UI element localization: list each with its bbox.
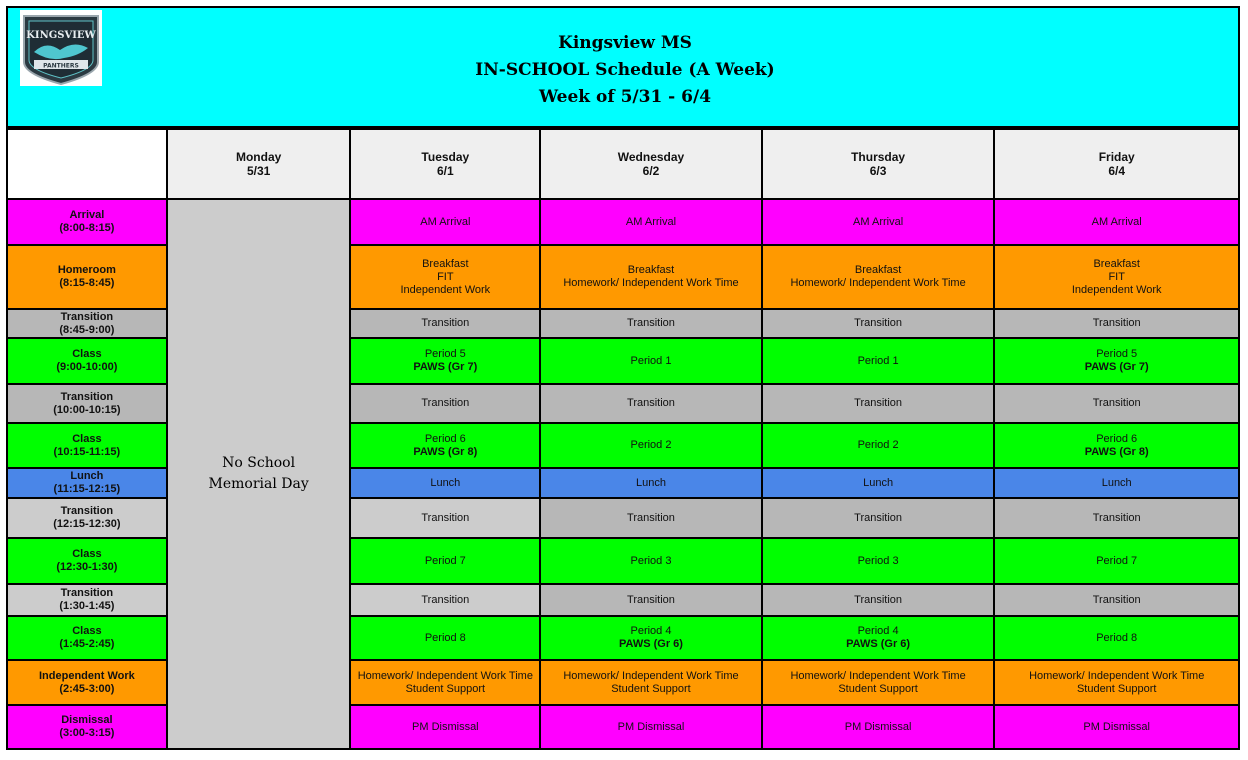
schedule-cell: [994, 468, 1239, 498]
schedule-cell: [762, 338, 995, 384]
period-label-cell: [7, 498, 167, 538]
schedule-cell: [540, 498, 762, 538]
schedule-cell: [994, 705, 1239, 749]
schedule-cell: [540, 309, 762, 338]
cell-text: Period 5: [424, 348, 466, 360]
cell-text: Transition: [421, 397, 470, 409]
day-name: Monday: [235, 150, 282, 164]
period-label-cell: [7, 616, 167, 660]
cell-text: PM Dismissal: [1083, 720, 1150, 733]
schedule-cell: [762, 584, 995, 616]
cell-text: Homework/ Independent Work Time: [563, 277, 739, 289]
cell-text: Transition: [421, 317, 470, 329]
cell-text: Transition: [627, 317, 675, 329]
cell-text: PM Dismissal: [844, 720, 912, 733]
period-time: (11:15-12:15): [53, 483, 121, 495]
cell-text: Student Support: [611, 682, 691, 695]
period-name: Transition: [60, 310, 114, 323]
period-label-cell: [7, 423, 167, 468]
cell-text: Period 6: [1096, 432, 1138, 445]
period-time: (8:15-8:45): [59, 277, 115, 289]
cell-text: Homework/ Independent Work Time: [563, 669, 739, 682]
period-name: Class: [72, 548, 102, 560]
cell-text: Student Support: [1076, 682, 1157, 695]
day-header-row: [7, 129, 1239, 199]
schedule-cell: [994, 538, 1239, 584]
cell-text: Period 8: [1096, 631, 1138, 644]
logo-subtext: PANTHERS: [43, 62, 79, 70]
period-label-cell: [7, 468, 167, 498]
cell-text: Transition: [421, 511, 470, 524]
period-name: Class: [72, 625, 102, 637]
schedule-cell: [540, 538, 762, 584]
cell-text: Transition: [1092, 511, 1141, 524]
day-date: 6/4: [1108, 164, 1126, 178]
schedule-cell: [540, 584, 762, 616]
cell-text: Student Support: [838, 682, 918, 695]
period-name: Class: [72, 432, 102, 445]
period-time: (1:45-2:45): [59, 638, 115, 650]
day-date: 6/3: [869, 164, 887, 178]
cell-text: Period 2: [857, 439, 899, 451]
cell-bold-text: PAWS (Gr 8): [1084, 445, 1149, 458]
schedule-cell: [350, 384, 540, 423]
schedule-row: [7, 199, 1239, 245]
cell-text: Period 3: [630, 554, 672, 567]
period-name: Homeroom: [57, 264, 116, 276]
cell-text: Lunch: [1101, 476, 1132, 489]
cell-text: Homework/ Independent Work Time: [790, 277, 966, 289]
cell-text: Transition: [627, 511, 675, 524]
schedule-cell: [350, 584, 540, 616]
schedule-cell: [350, 423, 540, 468]
cell-text: Transition: [421, 593, 470, 606]
period-time: (12:30-1:30): [56, 561, 118, 573]
cell-text: Independent Work: [400, 283, 491, 296]
cell-text: Homework/ Independent Work Time: [1029, 669, 1205, 682]
period-time: (8:00-8:15): [59, 222, 115, 234]
cell-text: Transition: [1092, 397, 1141, 409]
cell-text: Period 3: [857, 554, 899, 567]
schedule-cell: [540, 384, 762, 423]
schedule-cell: [540, 705, 762, 749]
schedule-cell: [350, 245, 540, 309]
period-name: Transition: [60, 390, 114, 403]
cell-bold-text: PAWS (Gr 7): [413, 361, 478, 373]
schedule-cell: [540, 616, 762, 660]
cell-text: AM Arrival: [1091, 215, 1142, 228]
cell-bold-text: PAWS (Gr 6): [846, 638, 911, 650]
cell-text: Breakfast: [1093, 257, 1140, 270]
period-time: (8:45-9:00): [59, 323, 115, 336]
schedule-cell: [994, 245, 1239, 309]
schedule-cell: [350, 498, 540, 538]
period-name: Lunch: [70, 470, 104, 482]
cell-text: Independent Work: [1071, 283, 1162, 296]
cell-text: Lunch: [635, 476, 666, 489]
period-time: (10:15-11:15): [53, 445, 121, 458]
cell-text: Homework/ Independent Work Time: [790, 669, 966, 682]
day-date: 6/2: [642, 164, 660, 178]
day-date: 5/31: [246, 164, 271, 178]
cell-text: Period 5: [1096, 348, 1138, 360]
schedule-cell: [540, 245, 762, 309]
schedule-cell: [994, 584, 1239, 616]
schedule-cell: [540, 468, 762, 498]
schedule-cell: [762, 245, 995, 309]
week-range: Week of 5/31 - 6/4: [538, 87, 712, 107]
period-label-cell: [7, 584, 167, 616]
cell-text: Breakfast: [422, 257, 469, 270]
schedule-cell: [350, 309, 540, 338]
day-header-friday: [994, 129, 1239, 199]
schedule-cell: [762, 705, 995, 749]
cell-bold-text: PAWS (Gr 7): [1084, 361, 1149, 373]
cell-text: Period 1: [857, 354, 899, 367]
schedule-cell: [350, 705, 540, 749]
school-name: Kingsview MS: [558, 33, 692, 53]
period-label-cell: [7, 705, 167, 749]
schedule-cell: [994, 338, 1239, 384]
period-label-cell: [7, 384, 167, 423]
period-label-cell: [7, 199, 167, 245]
cell-text: Period 7: [1096, 554, 1138, 567]
cell-text: PM Dismissal: [617, 720, 685, 733]
period-time: (2:45-3:00): [59, 682, 115, 695]
schedule-header: [6, 6, 1240, 128]
schedule-cell: [762, 423, 995, 468]
period-label-cell: [7, 245, 167, 309]
schedule-cell: [994, 199, 1239, 245]
day-name: Friday: [1098, 150, 1135, 164]
period-name: Transition: [60, 587, 114, 599]
cell-text: Lunch: [430, 476, 461, 489]
period-name: Independent Work: [39, 669, 135, 682]
period-time: (9:00-10:00): [56, 361, 118, 373]
holiday-line-1: No School: [222, 455, 296, 471]
cell-text: Period 1: [630, 354, 672, 367]
corner-cell: [7, 129, 167, 199]
cell-text: Transition: [1092, 593, 1141, 606]
schedule-cell: [994, 616, 1239, 660]
cell-text: Homework/ Independent Work Time: [357, 669, 533, 682]
schedule-cell: [762, 309, 995, 338]
day-header-monday: [167, 129, 351, 199]
day-header-tuesday: [350, 129, 540, 199]
schedule-title: IN-SCHOOL Schedule (A Week): [475, 60, 775, 80]
day-name: Tuesday: [421, 150, 470, 164]
cell-text: Transition: [627, 593, 675, 606]
schedule-sheet: [6, 6, 1240, 752]
period-time: (1:30-1:45): [59, 600, 115, 612]
cell-text: Period 7: [424, 554, 466, 567]
schedule-cell: [350, 199, 540, 245]
schedule-cell: [762, 199, 995, 245]
schedule-cell: [762, 538, 995, 584]
period-label-cell: [7, 338, 167, 384]
cell-text: Transition: [1092, 317, 1141, 329]
schedule-cell: [994, 660, 1239, 705]
cell-text: AM Arrival: [853, 215, 904, 228]
schedule-cell: [350, 338, 540, 384]
period-label-cell: [7, 309, 167, 338]
period-name: Arrival: [69, 209, 105, 221]
schedule-cell: [350, 660, 540, 705]
cell-text: Transition: [854, 511, 903, 524]
schedule-cell: [994, 498, 1239, 538]
period-label-cell: [7, 660, 167, 705]
cell-text: Period 2: [630, 439, 672, 451]
day-header-thursday: [762, 129, 995, 199]
schedule-cell: [994, 423, 1239, 468]
period-name: Dismissal: [61, 714, 113, 726]
day-name: Wednesday: [617, 150, 685, 164]
cell-text: PM Dismissal: [412, 720, 479, 733]
cell-text: Period 8: [424, 631, 466, 644]
schedule-cell: [762, 616, 995, 660]
day-name: Thursday: [851, 150, 906, 164]
period-time: (10:00-10:15): [53, 403, 121, 416]
cell-text: Transition: [854, 317, 903, 329]
cell-text: Period 4: [857, 625, 899, 637]
cell-text: Transition: [854, 397, 903, 409]
cell-text: Transition: [627, 397, 675, 409]
schedule-cell: [350, 468, 540, 498]
cell-text: Transition: [854, 593, 903, 606]
schedule-cell: [994, 309, 1239, 338]
schedule-cell: [994, 384, 1239, 423]
cell-text: AM Arrival: [420, 215, 471, 228]
cell-text: Student Support: [405, 682, 486, 695]
logo-text: KINGSVIEW: [26, 30, 96, 41]
cell-text: AM Arrival: [625, 215, 677, 228]
cell-text: Lunch: [863, 476, 894, 489]
schedule-cell: [540, 423, 762, 468]
cell-text: Period 4: [630, 625, 672, 637]
cell-text: FIT: [437, 270, 454, 283]
period-name: Class: [72, 348, 102, 360]
schedule-titles: [8, 30, 1242, 111]
schedule-cell: [762, 660, 995, 705]
schedule-cell: [540, 660, 762, 705]
schedule-cell: [350, 616, 540, 660]
holiday-line-2: Memorial Day: [208, 476, 309, 492]
schedule-cell: [762, 468, 995, 498]
schedule-cell: [762, 384, 995, 423]
day-date: 6/1: [436, 164, 454, 178]
period-time: (12:15-12:30): [53, 518, 121, 530]
schedule-cell: [350, 538, 540, 584]
cell-text: FIT: [1108, 270, 1125, 283]
period-label-cell: [7, 538, 167, 584]
period-time: (3:00-3:15): [59, 727, 115, 739]
monday-holiday-cell: [167, 199, 351, 749]
cell-bold-text: PAWS (Gr 8): [413, 445, 478, 458]
cell-text: Breakfast: [627, 264, 675, 276]
schedule-cell: [540, 338, 762, 384]
cell-text: Breakfast: [854, 264, 902, 276]
day-header-wednesday: [540, 129, 762, 199]
schedule-cell: [540, 199, 762, 245]
cell-bold-text: PAWS (Gr 6): [618, 638, 683, 650]
schedule-cell: [762, 498, 995, 538]
period-name: Transition: [60, 505, 114, 517]
schedule-table: [6, 128, 1240, 750]
cell-text: Period 6: [424, 432, 466, 445]
